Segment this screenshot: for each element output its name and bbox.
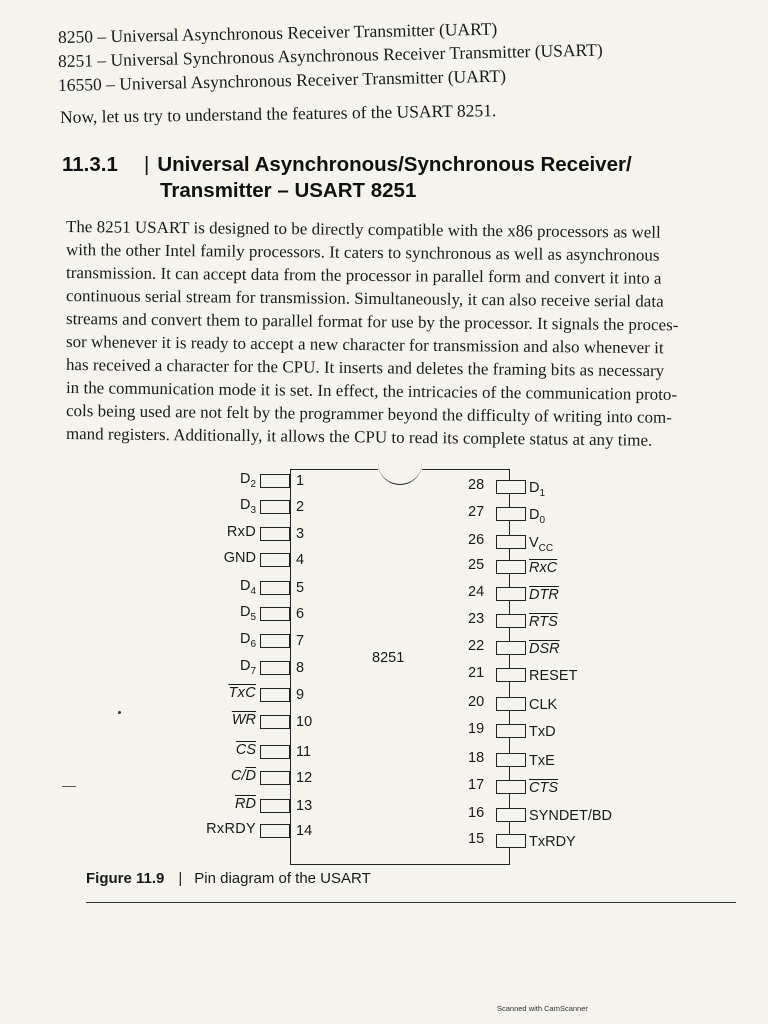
paragraph-line: The 8251 USART is designed to be directly compatible with the x86 processors as well (65, 217, 661, 242)
paragraph-line: sor whenever it is ready to accept a new character for transmission and also whenever it (65, 332, 664, 358)
pin-1-number: 1 (296, 473, 305, 489)
pin-15-number: 15 (468, 831, 485, 847)
pin-24-lead (496, 587, 526, 601)
pin-2-lead (260, 500, 290, 514)
pin-9-number: 9 (296, 687, 305, 703)
section-heading (62, 152, 632, 202)
pin-28-name: $D_1$ (529, 480, 546, 499)
pin-14-name: RxRDY (206, 821, 256, 837)
pin-11-lead (260, 745, 290, 759)
pin-8-name: $D_7$ (239, 658, 256, 677)
pin-19-number: 19 (468, 721, 485, 737)
section-title-line1: Universal Asynchronous/Synchronous Receiver/ (157, 153, 632, 176)
section-separator: | (144, 153, 150, 176)
pin-8-number: 8 (296, 660, 305, 676)
intro-line-now: Now, let us try to understand the features of the USART 8251. (59, 100, 497, 127)
pin-8-lead (260, 661, 290, 675)
section-title-line2: Transmitter – USART 8251 (160, 179, 417, 202)
pin-13-lead (260, 799, 290, 813)
pin-26-lead (496, 535, 526, 549)
pin-3-number: 3 (296, 526, 305, 542)
pin-13-name: $\overline{RD}$ (235, 796, 256, 812)
pin-13-number: 13 (296, 798, 313, 814)
pin-1-name: $D_2$ (239, 471, 256, 490)
pin-28-number: 28 (468, 477, 485, 493)
pin-20-number: 20 (468, 694, 485, 710)
pin-27-lead (496, 507, 526, 521)
pin-25-name: $\overline{RxC}$ (529, 560, 558, 576)
pin-11-name: $\overline{CS}$ (235, 742, 256, 758)
caption-text: Pin diagram of the USART (194, 870, 371, 887)
caption-rule (86, 902, 736, 903)
paragraph-line: mand registers. Additionally, it allows the CPU to read its complete status at any time. (65, 424, 653, 450)
pin-10-number: 10 (296, 714, 313, 730)
pin-19-lead (496, 724, 526, 738)
pin-15-name: TxRDY (529, 834, 576, 850)
paragraph-line: continuous serial stream for transmission. Simultaneously, it can also receive serial data (65, 286, 664, 311)
pin-11-number: 11 (296, 744, 312, 760)
pin-5-name: $D_4$ (239, 578, 256, 597)
pin-17-name: $\overline{CTS}$ (529, 780, 558, 796)
pin-22-number: 22 (468, 638, 485, 654)
pin-20-lead (496, 697, 526, 711)
pin-12-name: $C/\overline{D}$ (231, 768, 256, 784)
paragraph-line: streams and convert them to parallel format for use by the processor. It signals the proces- (65, 309, 679, 335)
pin-22-lead (496, 641, 526, 655)
pin-23-number: 23 (468, 611, 485, 627)
pin-22-name: $\overline{DSR}$ (529, 641, 560, 657)
pin-17-number: 17 (468, 777, 485, 793)
figure-caption (86, 870, 371, 887)
pin-7-name: $D_6$ (239, 631, 256, 650)
pin-25-lead (496, 560, 526, 574)
pin-9-lead (260, 688, 290, 702)
pin-16-number: 16 (468, 805, 485, 821)
pin-25-number: 25 (468, 557, 485, 573)
pin-28-lead (496, 480, 526, 494)
pin-12-number: 12 (296, 770, 313, 786)
paragraph-line: has received a character for the CPU. It inserts and deletes the framing bits as necessary (65, 355, 665, 381)
pin-2-name: $D_3$ (239, 497, 256, 516)
pin-4-number: 4 (296, 552, 305, 568)
pin-18-lead (496, 753, 526, 767)
paragraph-line: cols being used are not felt by the programmer beyond the difficulty of writing into com- (65, 401, 673, 427)
pin-6-lead (260, 607, 290, 621)
pin-5-number: 5 (296, 580, 305, 596)
intro-line-16550: 16550 – Universal Asynchronous Receiver Transmitter (UART) (57, 65, 507, 95)
pin-26-number: 26 (468, 532, 485, 548)
pin-16-name: SYNDET/BD (529, 808, 612, 824)
pin-16-lead (496, 808, 526, 822)
pin-27-name: $D_0$ (529, 507, 546, 526)
figure-number: Figure 11.9 (86, 870, 165, 887)
scan-mark (62, 786, 76, 787)
pin-3-lead (260, 527, 290, 541)
pin-20-name: CLK (529, 697, 558, 713)
pin-9-name: $\overline{TxC}$ (228, 685, 256, 701)
pin-6-number: 6 (296, 606, 305, 622)
paragraph-line: with the other Intel family processors. It caters to synchronous as well as asynchronous (65, 240, 660, 265)
pin-1-lead (260, 474, 290, 488)
scan-mark (118, 711, 121, 714)
pin-7-lead (260, 634, 290, 648)
pin-21-name: RESET (529, 668, 578, 684)
paragraph-line: in the communication mode it is set. In effect, the intricacies of the communication proto- (65, 378, 678, 404)
scanner-watermark: Scanned with CamScanner (497, 1004, 588, 1013)
intro-line-8251: 8251 – Universal Synchronous Asynchronous Receiver Transmitter (USART) (57, 39, 603, 71)
pin-18-number: 18 (468, 750, 485, 766)
pin-10-lead (260, 715, 290, 729)
pin-23-name: $\overline{RTS}$ (529, 614, 558, 630)
pin-4-lead (260, 553, 290, 567)
pin-21-lead (496, 668, 526, 682)
intro-line-8250: 8250 – Universal Asynchronous Receiver Transmitter (UART) (57, 18, 498, 47)
section-number: 11.3.1 (62, 153, 118, 176)
pin-26-name: $V_{CC}$ (529, 535, 554, 554)
pin-5-lead (260, 581, 290, 595)
pin-21-number: 21 (468, 665, 485, 681)
chip-label: 8251 (372, 650, 405, 666)
pin-3-name: RxD (226, 524, 256, 540)
pin-7-number: 7 (296, 633, 305, 649)
paragraph-line: transmission. It can accept data from the processor in parallel form and convert it into a (65, 263, 662, 288)
pin-23-lead (496, 614, 526, 628)
pin-12-lead (260, 771, 290, 785)
pin-4-name: GND (223, 550, 256, 566)
pin-10-name: $\overline{WR}$ (231, 712, 256, 728)
pin-19-name: TxD (529, 724, 556, 740)
pin-14-number: 14 (296, 823, 313, 839)
pin-15-lead (496, 834, 526, 848)
pin-27-number: 27 (468, 504, 485, 520)
pin-14-lead (260, 824, 290, 838)
pin-24-name: $\overline{DTR}$ (529, 587, 559, 603)
pin-24-number: 24 (468, 584, 485, 600)
pin-2-number: 2 (296, 499, 305, 515)
pin-6-name: $D_5$ (239, 604, 256, 623)
pin-17-lead (496, 780, 526, 794)
caption-separator: | (178, 870, 183, 887)
pin-18-name: TxE (529, 753, 555, 769)
